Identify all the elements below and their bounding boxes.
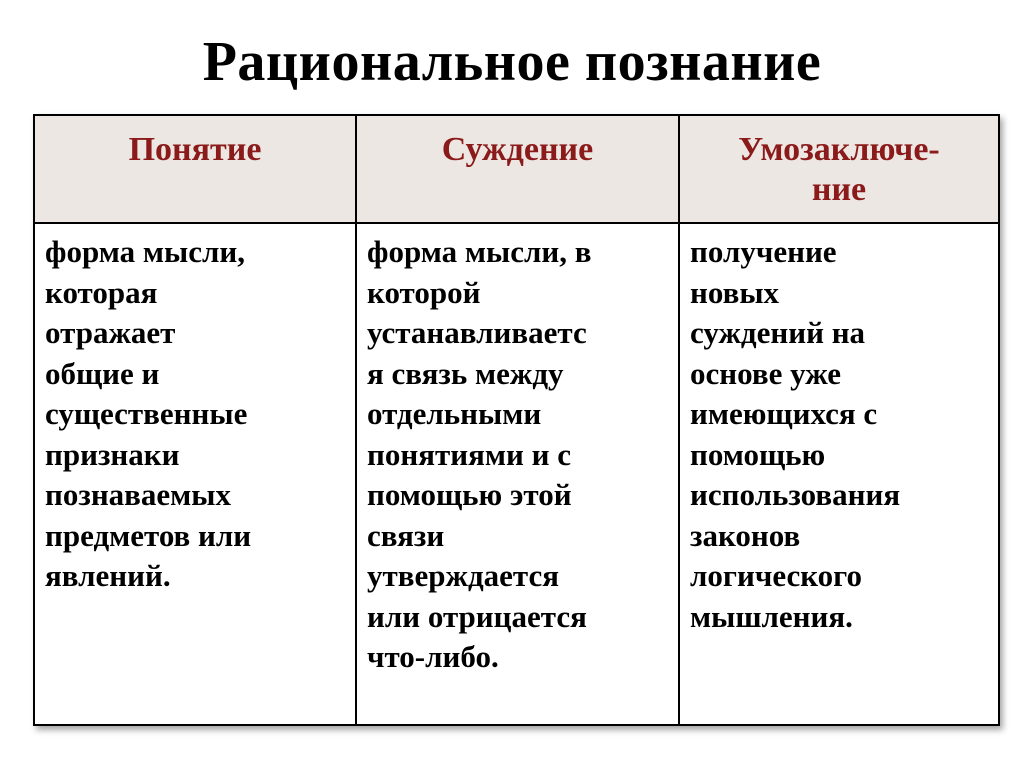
cell-judgment-definition: форма мысли, в которой устанавливаетс я связь между отдельными понятиями и с помощью этой связи утверждается или отрицается что-либо. — [367, 234, 592, 674]
cell-inference-definition: получение новых суждений на основе уже имеющихся с помощью использования законов логического мышления. — [690, 234, 901, 634]
cell-concept-definition: форма мысли, которая отражает общие и существенные признаки познаваемых предметов или явлений. — [45, 234, 252, 593]
header-inference: Умозаключе- ние — [738, 131, 940, 208]
header-judgment: Суждение — [441, 131, 594, 168]
concept-table — [33, 114, 1000, 726]
page-title: Рациональное познание — [202, 31, 822, 93]
header-concept: Понятие — [128, 131, 262, 168]
